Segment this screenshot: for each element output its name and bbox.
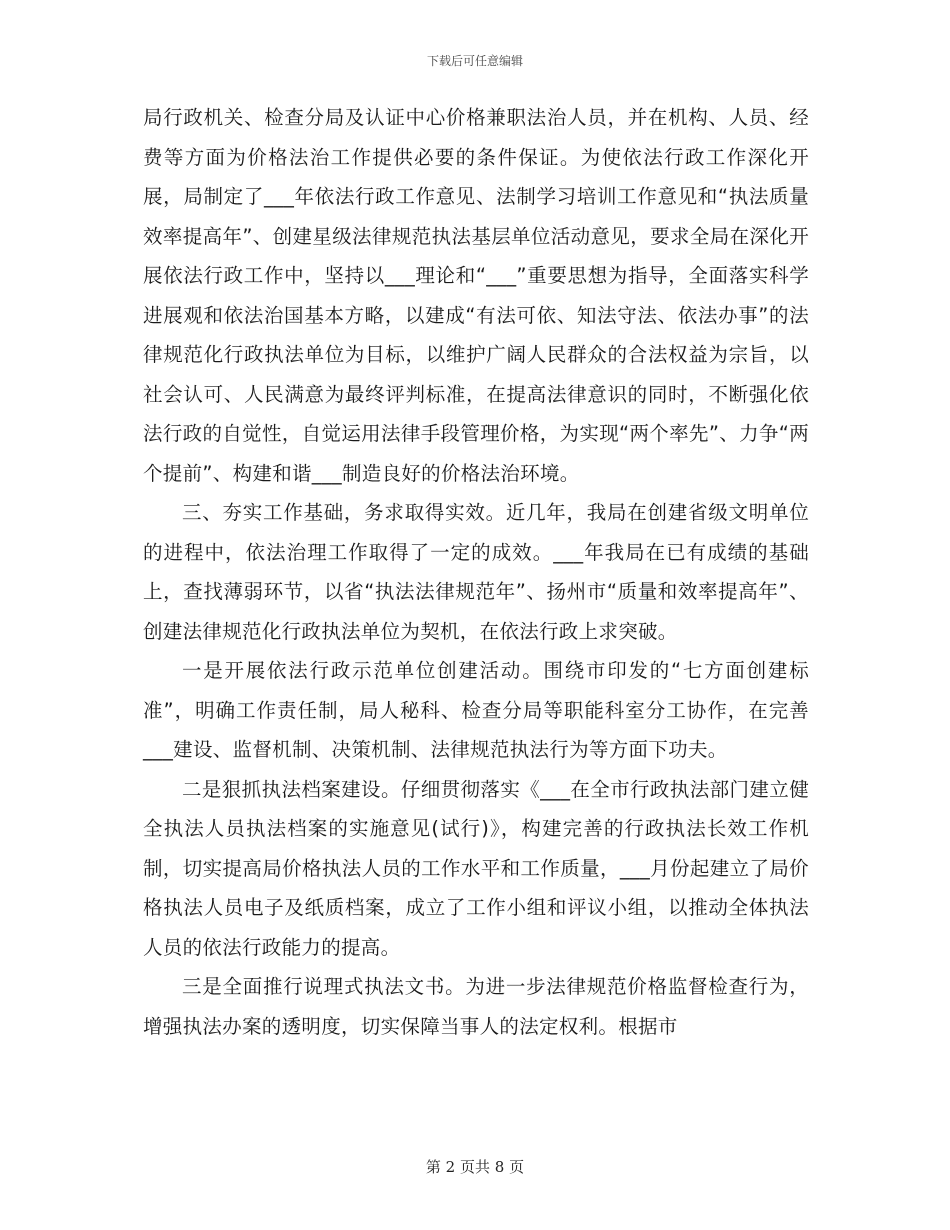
paragraph-3: 一是开展依法行政示范单位创建活动。围绕市印发的“七方面创建标准”，明确工作责任制，局人秘科、检查分局等职能科室分工协作，在完善___建设、监督机制、决策机制、法律规范执法行为等方面下功夫。 bbox=[143, 659, 809, 761]
paragraph-1: 局行政机关、检查分局及认证中心价格兼职法治人员，并在机构、人员、经费等方面为价格法治工作提供必要的条件保证。为使依法行政工作深化开展，局制定了___年依法行政工作意见、法制学习培训工作意见和“执法质量效率提高年”、创建星级法律规范执法基层单位活动意见，要求全局在深化开展依法行政工作中，坚持以___理论和“___”重要思想为指导，全面落实科学进展观和依法治国基本方略，以建成“有法可依、知法守法、依法办事”的法律规范化行政执法单位为目标，以维护广阔人民群众的合法权益为宗旨，以社会认可、人民满意为最终评判标准，在提高法律意识的同时，不断强化依法行政的自觉性，自觉运用法律手段管理价格，为实现“两个率先”、力争“两个提前”、构建和谐___制造良好的价格法治环境。 bbox=[143, 106, 809, 485]
paragraph-5: 三是全面推行说理式执法文书。为进一步法律规范价格监督检查行为，增强执法办案的透明度，切实保障当事人的法定权利。根据市 bbox=[143, 975, 809, 1038]
document-body bbox=[143, 98, 809, 1046]
page-footer: 第 2 页共 8 页 bbox=[425, 1158, 525, 1176]
paragraph-2: 三、夯实工作基础，务求取得实效。近几年，我局在创建省级文明单位的进程中，依法治理工作取得了一定的成效。___年我局在已有成绩的基础上，查找薄弱环节，以省“执法法律规范年”、扬州市“质量和效率提高年”、创建法律规范化行政执法单位为契机，在依法行政上求突破。 bbox=[143, 501, 809, 643]
page-header: 下载后可任意编辑 bbox=[426, 54, 523, 68]
paragraph-4: 二是狠抓执法档案建设。仔细贯彻落实《___在全市行政执法部门建立健全执法人员执法档案的实施意见(试行)》，构建完善的行政执法长效工作机制，切实提高局价格执法人员的工作水平和工作质量，___月份起建立了局价格执法人员电子及纸质档案，成立了工作小组和评议小组，以推动全体执法人员的依法行政能力的提高。 bbox=[143, 777, 809, 959]
